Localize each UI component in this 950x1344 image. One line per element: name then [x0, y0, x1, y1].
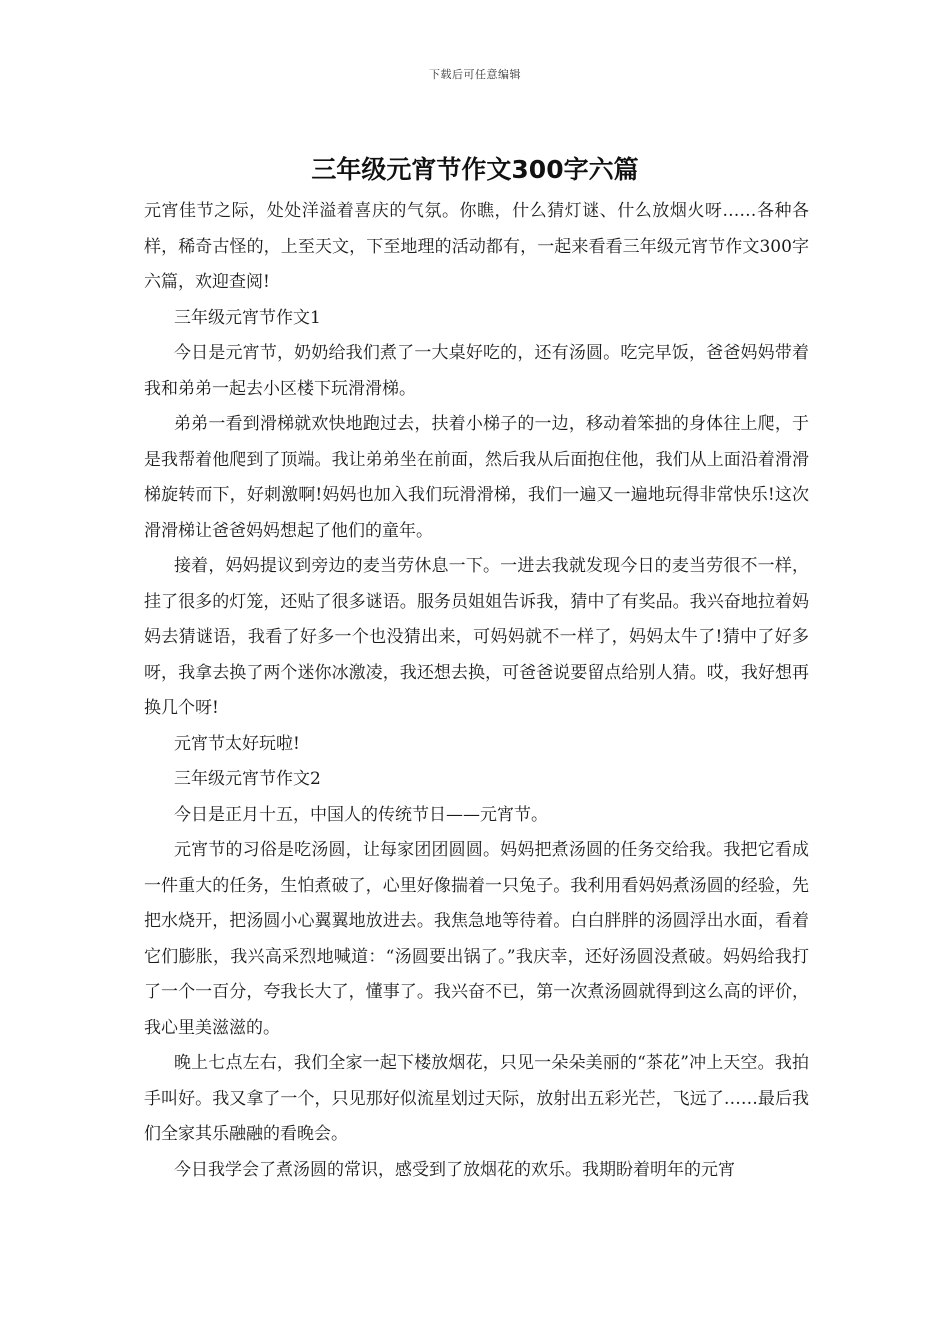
- document-body: [144, 194, 809, 1188]
- section-heading-2: 三年级元宵节作文2: [174, 769, 321, 789]
- paragraph: 元宵节太好玩啦!: [174, 733, 300, 754]
- document-title: 三年级元宵节作文300字六篇: [311, 155, 639, 184]
- paragraph: 今日是元宵节，奶奶给我们煮了一大桌好吃的，还有汤圆。吃完早饭，爸爸妈妈带着我和弟弟一起去小区楼下玩滑滑梯。: [144, 343, 809, 399]
- paragraph: 晚上七点左右，我们全家一起下楼放烟花，只见一朵朵美丽的“茶花”冲上天空。我拍手叫好。我又拿了一个，只见那好似流星划过天际，放射出五彩光芒，飞远了……最后我们全家其乐融融的看晚会。: [144, 1053, 809, 1144]
- intro-paragraph: 元宵佳节之际，处处洋溢着喜庆的气氛。你瞧，什么猜灯谜、什么放烟火呀……各种各样，稀奇古怪的，上至天文，下至地理的活动都有，一起来看看三年级元宵节作文300字六篇，欢迎查阅!: [144, 201, 809, 292]
- header-note: 下载后可任意编辑: [429, 68, 521, 81]
- paragraph: 元宵节的习俗是吃汤圆，让每家团团圆圆。妈妈把煮汤圆的任务交给我。我把它看成一件重大的任务，生怕煮破了，心里好像揣着一只兔子。我利用看妈妈煮汤圆的经验，先把水烧开，把汤圆小心翼翼地放进去。我焦急地等待着。白白胖胖的汤圆浮出水面，看着它们膨胀，我兴高采烈地喊道：“汤圆要出锅了。”我庆幸，还好汤圆没煮破。妈妈给我打了一个一百分，夸我长大了，懂事了。我兴奋不已，第一次煮汤圆就得到这么高的评价，我心里美滋滋的。: [144, 840, 809, 1038]
- section-heading-1: 三年级元宵节作文1: [174, 307, 321, 328]
- paragraph: 接着，妈妈提议到旁边的麦当劳休息一下。一进去我就发现今日的麦当劳很不一样，挂了很多的灯笼，还贴了很多谜语。服务员姐姐告诉我，猜中了有奖品。我兴奋地拉着妈妈去猜谜语，我看了好多一个也没猜出来，可妈妈就不一样了，妈妈太牛了!猜中了好多呀，我拿去换了两个迷你冰激凌，我还想去换，可爸爸说要留点给别人猜。哎，我好想再换几个呀!: [144, 556, 809, 718]
- paragraph: 今日我学会了煮汤圆的常识，感受到了放烟花的欢乐。我期盼着明年的元宵: [174, 1159, 735, 1180]
- paragraph: 弟弟一看到滑梯就欢快地跑过去，扶着小梯子的一边，移动着笨拙的身体往上爬，于是我帮着他爬到了顶端。我让弟弟坐在前面，然后我从后面抱住他，我们从上面沿着滑滑梯旋转而下，好刺激啊!妈妈也加入我们玩滑滑梯，我们一遍又一遍地玩得非常快乐!这次滑滑梯让爸爸妈妈想起了他们的童年。: [144, 414, 809, 541]
- paragraph: 今日是正月十五，中国人的传统节日——元宵节。: [174, 804, 548, 825]
